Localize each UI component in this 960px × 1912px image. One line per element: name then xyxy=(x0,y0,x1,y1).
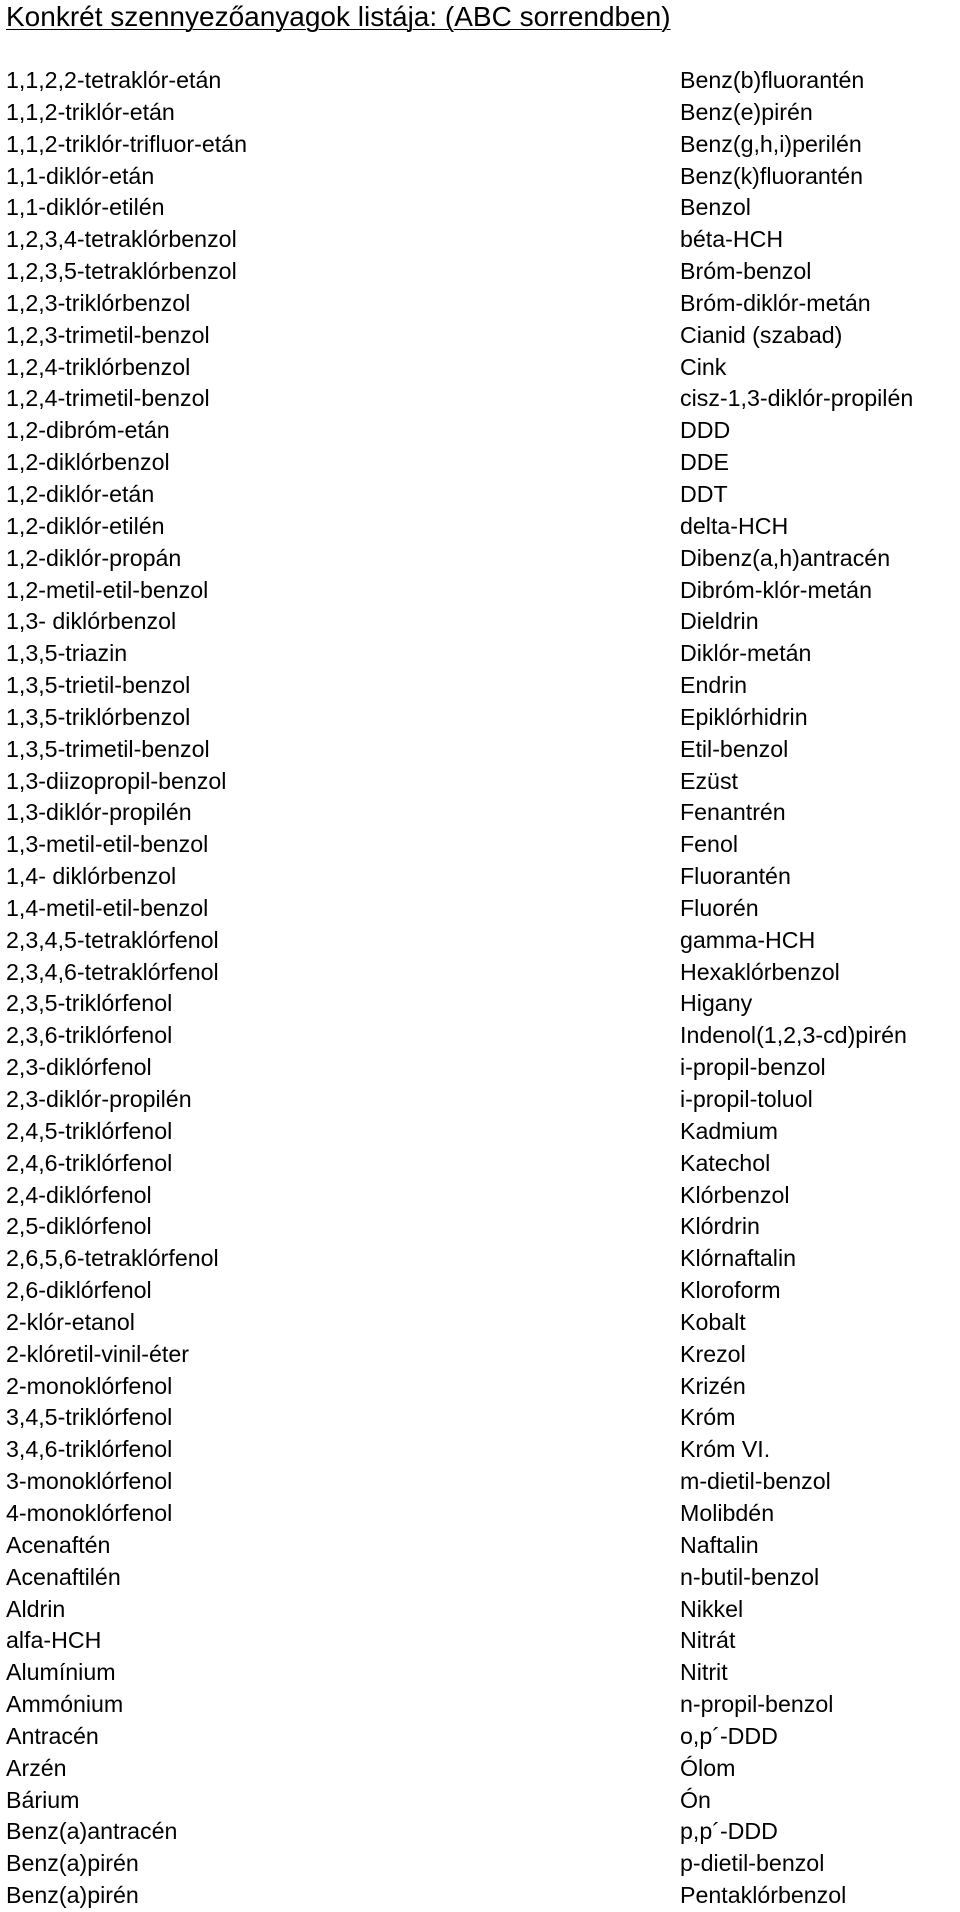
pollutant-list-item: 1,4- diklórbenzol xyxy=(6,863,177,890)
pollutant-list-item: Endrin xyxy=(680,672,748,699)
pollutant-list-item: Bróm-diklór-metán xyxy=(680,289,871,316)
pollutant-list-item: Nitrát xyxy=(680,1627,736,1654)
pollutant-list-item: béta-HCH xyxy=(680,226,784,253)
pollutant-list-item: 1,2,4-trimetil-benzol xyxy=(6,385,210,412)
pollutant-list-item: n-propil-benzol xyxy=(680,1691,834,1718)
pollutant-list-item: Benz(b)fluorantén xyxy=(680,67,865,93)
pollutant-list-item: Indenol(1,2,3-cd)pirén xyxy=(680,1022,907,1049)
pollutant-list-item: i-propil-toluol xyxy=(680,1086,813,1112)
pollutant-list-item: 1,3-diizopropil-benzol xyxy=(6,767,227,794)
pollutant-list-item: 1,1-diklór-etán xyxy=(6,162,155,189)
pollutant-list-item: Ezüst xyxy=(680,767,738,794)
pollutant-list-item: n-butil-benzol xyxy=(680,1563,820,1590)
pollutant-list-item: 1,2-diklór-etán xyxy=(6,480,155,507)
pollutant-list-item: Antracén xyxy=(6,1722,99,1749)
pollutant-list-item: DDE xyxy=(680,449,729,476)
pollutant-list-item: Bárium xyxy=(6,1786,80,1813)
pollutant-list-item: 1,3,5-triazin xyxy=(6,640,128,667)
pollutant-list-left-column xyxy=(6,65,247,1912)
pollutant-list-item: Dibenz(a,h)antracén xyxy=(680,544,891,571)
pollutant-list-item: 1,1,2-triklór-trifluor-etán xyxy=(6,130,247,157)
pollutant-list-item: 2,3,4,5-tetraklórfenol xyxy=(6,926,219,953)
pollutant-list-item: Nikkel xyxy=(680,1595,744,1622)
pollutant-list-item: Benz(k)fluorantén xyxy=(680,162,864,189)
pollutant-list-item: 3,4,6-triklórfenol xyxy=(6,1436,173,1463)
pollutant-list-item: Nitrit xyxy=(680,1659,728,1686)
pollutant-list-item: Krizén xyxy=(680,1372,746,1399)
pollutant-list-item: 2-monoklórfenol xyxy=(6,1372,173,1399)
pollutant-list-item: p,p´-DDD xyxy=(680,1818,778,1845)
pollutant-list-item: 1,2,3-trimetil-benzol xyxy=(6,321,210,348)
pollutant-list-item: Krezol xyxy=(680,1340,746,1367)
pollutant-list-item: 1,1,2-triklór-etán xyxy=(6,98,175,125)
pollutant-list-item: Benz(a)pirén xyxy=(6,1850,139,1877)
pollutant-list-item: gamma-HCH xyxy=(680,926,816,953)
pollutant-list-item: cisz-1,3-diklór-propilén xyxy=(680,385,914,412)
pollutant-list-item: 2,3,4,6-tetraklórfenol xyxy=(6,958,219,985)
pollutant-list-item: DDT xyxy=(680,480,728,507)
pollutant-list-item: 1,4-metil-etil-benzol xyxy=(6,894,209,921)
pollutant-list-item: Benz(a)antracén xyxy=(6,1818,178,1845)
pollutant-list-item: 1,2-diklórbenzol xyxy=(6,449,170,476)
pollutant-list-item: alfa-HCH xyxy=(6,1627,102,1654)
pollutant-list-item: Ón xyxy=(680,1786,711,1813)
pollutant-list-item: DDD xyxy=(680,417,731,444)
pollutant-list-item: 1,2,3-triklórbenzol xyxy=(6,289,191,316)
pollutant-list-item: Fluorén xyxy=(680,894,759,921)
pollutant-list-item: Dieldrin xyxy=(680,608,759,635)
pollutant-list-item: Katechol xyxy=(680,1149,771,1176)
pollutant-list-item: Cianid (szabad) xyxy=(680,321,843,348)
pollutant-list-item: Alumínium xyxy=(6,1659,116,1686)
pollutant-list-item: 1,2-dibróm-etán xyxy=(6,417,170,444)
pollutant-list-item: 1,2-metil-etil-benzol xyxy=(6,576,209,603)
pollutant-list-item: 2,3-diklórfenol xyxy=(6,1054,152,1081)
pollutant-list-item: 2,6-diklórfenol xyxy=(6,1277,152,1304)
pollutant-list-item: 2,4,6-triklórfenol xyxy=(6,1149,173,1176)
pollutant-list-item: 2,3,5-triklórfenol xyxy=(6,990,173,1017)
pollutant-list-item: 2,6,5,6-tetraklórfenol xyxy=(6,1245,219,1272)
pollutant-list-item: Króm VI. xyxy=(680,1436,771,1463)
page-title: Konkrét szennyezőanyagok listája: (ABC sorrendben) xyxy=(6,1,671,32)
pollutant-list-item: 1,1,2,2-tetraklór-etán xyxy=(6,67,222,93)
pollutant-list-item: Diklór-metán xyxy=(680,640,812,667)
pollutant-list-item: Aldrin xyxy=(6,1595,66,1622)
pollutant-list-item: 1,3-diklór-propilén xyxy=(6,799,192,826)
pollutant-list-item: 2,4,5-triklórfenol xyxy=(6,1117,173,1144)
pollutant-list-item: Ammónium xyxy=(6,1691,124,1718)
pollutant-list-item: 3,4,5-triklórfenol xyxy=(6,1404,173,1431)
pollutant-list-item: 2,4-diklórfenol xyxy=(6,1181,152,1208)
pollutant-list-item: delta-HCH xyxy=(680,512,789,539)
pollutant-list-item: p-dietil-benzol xyxy=(680,1850,825,1877)
pollutant-list-item: Hexaklórbenzol xyxy=(680,958,840,985)
pollutant-list-item: 1,2,3,5-tetraklórbenzol xyxy=(6,258,237,285)
pollutant-list-item: Bróm-benzol xyxy=(680,258,812,285)
pollutant-list-item: 2,3-diklór-propilén xyxy=(6,1086,192,1112)
pollutant-list-item: Klórdrin xyxy=(680,1213,760,1240)
pollutant-list-item: Etil-benzol xyxy=(680,735,789,762)
pollutant-list-item: Benz(e)pirén xyxy=(680,98,813,125)
pollutant-list-item: 1,2-diklór-etilén xyxy=(6,512,165,539)
pollutant-list-item: 2-klóretil-vinil-éter xyxy=(6,1340,189,1367)
pollutant-list-right-column xyxy=(680,65,913,1912)
pollutant-list-item: Fenol xyxy=(680,831,739,858)
pollutant-list-item: Klórnaftalin xyxy=(680,1245,797,1272)
pollutant-list-item: Epiklórhidrin xyxy=(680,703,808,730)
pollutant-list-item: Fenantrén xyxy=(680,799,786,826)
pollutant-list-item: 1,3,5-triklórbenzol xyxy=(6,703,191,730)
pollutant-list-item: Fluorantén xyxy=(680,863,791,890)
pollutant-list-item: 1,3- diklórbenzol xyxy=(6,608,177,635)
pollutant-list-item: Benz(g,h,i)perilén xyxy=(680,130,862,157)
pollutant-list-item: Klórbenzol xyxy=(680,1181,790,1208)
pollutant-list-item: 1,3,5-trimetil-benzol xyxy=(6,735,210,762)
pollutant-list-item: Kobalt xyxy=(680,1308,746,1335)
pollutant-list-item: Króm xyxy=(680,1404,736,1431)
pollutant-list-item: 1,2-diklór-propán xyxy=(6,544,182,571)
pollutant-list-item: 2,5-diklórfenol xyxy=(6,1213,152,1240)
pollutant-list-item: 1,3,5-trietil-benzol xyxy=(6,672,191,699)
pollutant-list-item: Arzén xyxy=(6,1754,67,1781)
pollutant-list-item: 1,2,4-triklórbenzol xyxy=(6,353,191,380)
pollutant-list-item: 4-monoklórfenol xyxy=(6,1499,173,1526)
pollutant-list-item: m-dietil-benzol xyxy=(680,1468,831,1495)
pollutant-list-item: 3-monoklórfenol xyxy=(6,1468,173,1495)
pollutant-list-item: Naftalin xyxy=(680,1531,759,1558)
pollutant-list-item: Benzol xyxy=(680,194,751,221)
pollutant-list-item: Cink xyxy=(680,353,727,380)
pollutant-list-item: Pentaklórbenzol xyxy=(680,1882,847,1909)
pollutant-list-item: 1,2,3,4-tetraklórbenzol xyxy=(6,226,237,253)
pollutant-list-item: Higany xyxy=(680,990,753,1017)
pollutant-list-item: Kloroform xyxy=(680,1277,781,1304)
pollutant-list-item: Acenaftén xyxy=(6,1531,111,1558)
pollutant-list-item: Kadmium xyxy=(680,1117,778,1144)
pollutant-list-item: Molibdén xyxy=(680,1499,775,1526)
pollutant-list-item: 2,3,6-triklórfenol xyxy=(6,1022,173,1049)
pollutant-list-item: Dibróm-klór-metán xyxy=(680,576,872,603)
pollutant-list-item: 2-klór-etanol xyxy=(6,1308,135,1335)
pollutant-list-item: Ólom xyxy=(680,1754,736,1781)
pollutant-list-item: Acenaftilén xyxy=(6,1563,121,1590)
pollutant-list-item: 1,1-diklór-etilén xyxy=(6,194,165,221)
pollutant-list-item: Benz(a)pirén xyxy=(6,1882,139,1909)
pollutant-list-item: 1,3-metil-etil-benzol xyxy=(6,831,209,858)
pollutant-list-item: o,p´-DDD xyxy=(680,1722,778,1749)
pollutant-list-item: i-propil-benzol xyxy=(680,1054,826,1081)
